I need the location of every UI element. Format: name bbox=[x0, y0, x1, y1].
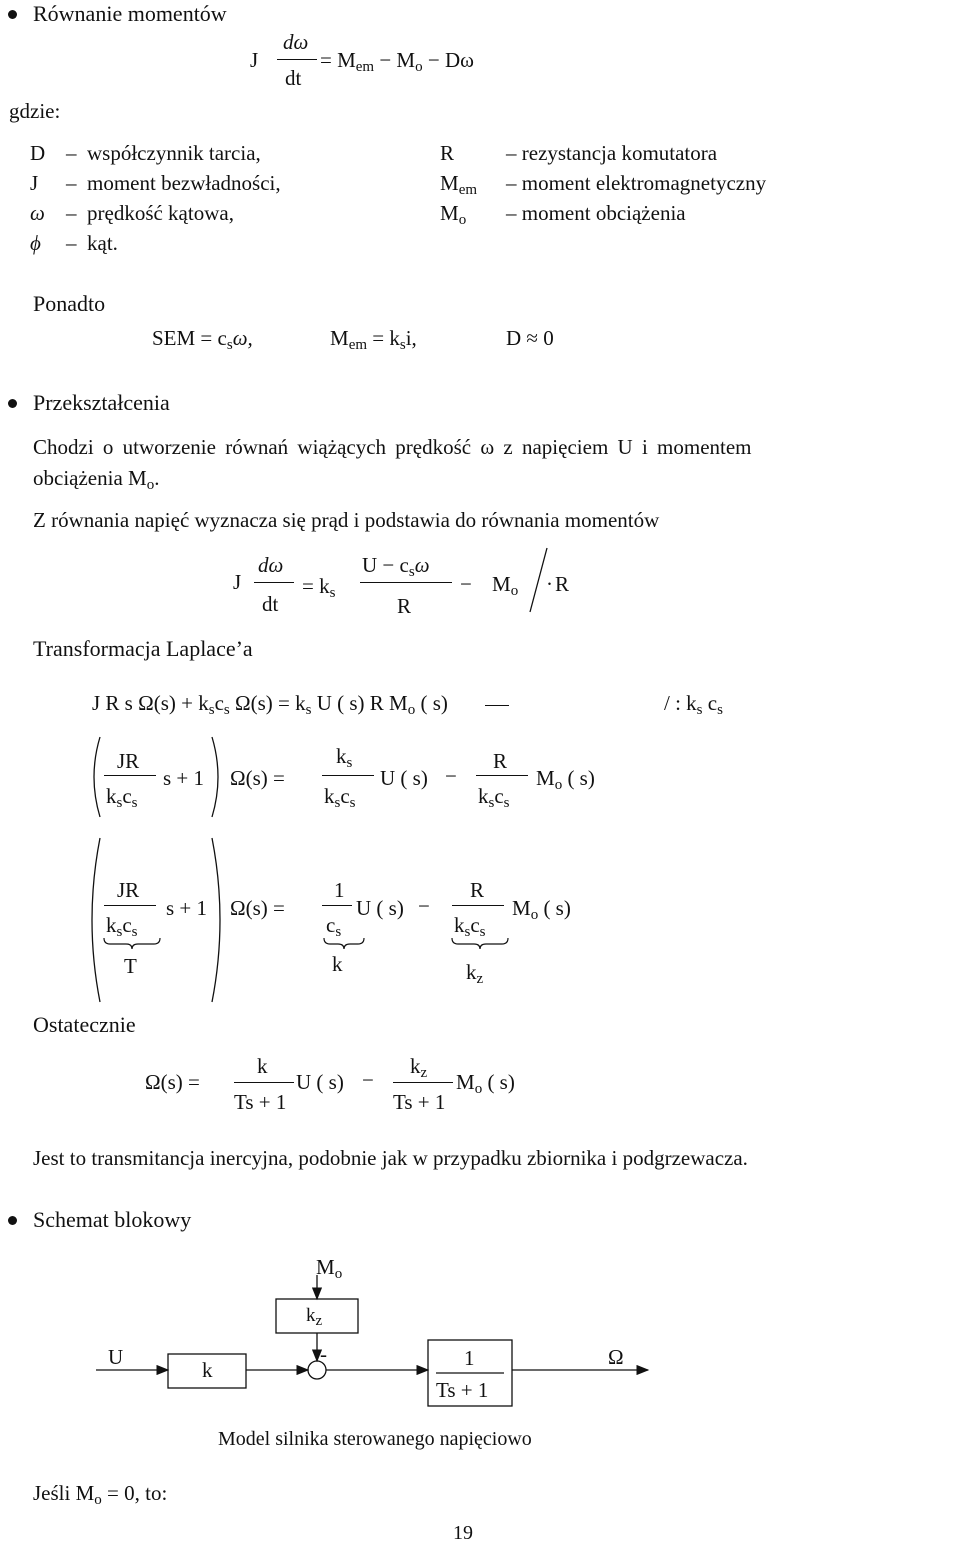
def-Mo-text: – moment obciążenia bbox=[506, 201, 686, 225]
laplace-label: Transformacja Laplace’a bbox=[33, 636, 253, 661]
eq1-J: J bbox=[250, 48, 259, 72]
ostatecznie-label: Ostatecznie bbox=[33, 1012, 136, 1037]
def-R: R bbox=[440, 141, 455, 165]
eq2-R-den: R bbox=[397, 594, 412, 618]
def-phi-text: – kąt. bbox=[66, 231, 118, 255]
paragraph-1-line1: Chodzi o utworzenie równań wiążących prędkość ω z napięciem U i momentem bbox=[33, 435, 752, 459]
eq5-cs: $c_s$ bbox=[326, 913, 342, 940]
diagram-tf-den: Ts + 1 bbox=[436, 1378, 489, 1402]
heading-schemat-blokowy: Schemat blokowy bbox=[33, 1207, 192, 1232]
eq4-Mos: $M_o$ ( s) bbox=[536, 766, 595, 793]
eq4-ks-num: $k_s$ bbox=[336, 744, 353, 771]
paragraph-1-line2: obciążenia $M_o$. bbox=[33, 466, 160, 493]
eq4-kscs: $k_sc_s$ bbox=[106, 784, 138, 811]
def-phi: ϕ bbox=[30, 231, 41, 255]
eq2-ks: = $k_s$ bbox=[302, 574, 336, 601]
eq4-kscs-3: $k_sc_s$ bbox=[478, 784, 510, 811]
eq1-rhs: = $M_{em} - M_o - D\omega$ bbox=[320, 48, 474, 75]
eq2-minus: − bbox=[460, 572, 472, 596]
eq2-dt: dt bbox=[262, 592, 279, 616]
diagram-tf-num: 1 bbox=[464, 1346, 475, 1370]
diagram-caption: Model silnika sterowanego napięciowo bbox=[218, 1428, 532, 1450]
eq6-den-1: Ts + 1 bbox=[234, 1090, 287, 1114]
eq4-plus1: s + 1 bbox=[163, 766, 205, 790]
eq6-k: k bbox=[257, 1054, 268, 1078]
def-omega: ω bbox=[30, 201, 45, 225]
eq6-Us: U ( s) bbox=[296, 1070, 344, 1094]
eq5-R: R bbox=[470, 878, 485, 902]
eq2-dw: dω bbox=[258, 553, 284, 577]
eq5-k: k bbox=[332, 952, 343, 976]
eq6-kz: $k_z$ bbox=[410, 1054, 428, 1081]
diagram-disturbance-Mo: $M_o$ bbox=[316, 1255, 343, 1282]
eq5-kscs: $k_sc_s$ bbox=[106, 913, 138, 940]
diagram-sign: - bbox=[320, 1342, 327, 1366]
eq6-Mos: $M_o$ ( s) bbox=[456, 1070, 515, 1097]
gdzie-label: gdzie: bbox=[9, 99, 61, 123]
def-D-text: – współczynnik tarcia, bbox=[66, 141, 261, 165]
eq-sem: SEM = $c_s\omega$, bbox=[152, 326, 253, 353]
eq2-J: J bbox=[233, 570, 242, 594]
def-J: J bbox=[30, 171, 39, 195]
def-R-text: – rezystancja komutatora bbox=[506, 141, 718, 165]
eq2-R: R bbox=[555, 572, 570, 596]
def-J-text: – moment bezwładności, bbox=[66, 171, 281, 195]
eq4-minus: − bbox=[445, 764, 457, 788]
eq6-den-2: Ts + 1 bbox=[393, 1090, 446, 1114]
heading-przeksztalcenia: Przekształcenia bbox=[33, 390, 170, 415]
eq2-Mo: $M_o$ bbox=[492, 572, 519, 599]
ponadto-label: Ponadto bbox=[33, 291, 106, 316]
eq6-lhs: Ω(s) = bbox=[145, 1070, 200, 1094]
eq2-numerator: $U - c_s\omega$ bbox=[362, 553, 430, 580]
eq5-Mos: $M_o$ ( s) bbox=[512, 896, 571, 923]
conclusion-text: Jest to transmitancja inercyjna, podobnie jak w przypadku zbiornika i podgrzewacza. bbox=[33, 1146, 748, 1170]
eq4-Us: U ( s) bbox=[380, 766, 428, 790]
page-number: 19 bbox=[453, 1522, 473, 1544]
def-D: D bbox=[30, 141, 46, 165]
def-Mem: $M_{em}$ bbox=[440, 171, 478, 198]
def-omega-text: – prędkość kątowa, bbox=[66, 201, 234, 225]
eq4-JR: JR bbox=[117, 749, 140, 773]
eq4-omega: Ω(s) = bbox=[230, 766, 285, 790]
diagram-gain-k: k bbox=[202, 1358, 213, 1382]
eq-D-approx: D ≈ 0 bbox=[506, 326, 554, 350]
eq5-minus: − bbox=[418, 894, 430, 918]
eq5-plus1: s + 1 bbox=[166, 896, 208, 920]
eq1-dt: dt bbox=[285, 66, 302, 90]
def-Mo: $M_o$ bbox=[440, 201, 467, 228]
eq5-kscs-2: $k_sc_s$ bbox=[454, 913, 486, 940]
def-Mem-text: – moment elektromagnetyczny bbox=[506, 171, 767, 195]
diagram-dist-gain-kz: $k_z$ bbox=[306, 1305, 323, 1329]
eq5-kz: $k_z$ bbox=[466, 960, 484, 987]
eq2-dot: · bbox=[546, 572, 553, 596]
diagram-input-U: U bbox=[108, 1345, 124, 1369]
eq-mem: $M_{em} = k_si$, bbox=[330, 326, 417, 353]
paragraph-2: Z równania napięć wyznacza się prąd i podstawia do równania momentów bbox=[33, 508, 660, 532]
eq5-Us: U ( s) bbox=[356, 896, 404, 920]
eq4-kscs-2: $k_sc_s$ bbox=[324, 784, 356, 811]
eq6-minus: − bbox=[362, 1068, 374, 1092]
jesli-line: Jeśli $M_o = 0$, to: bbox=[33, 1481, 168, 1508]
eq4-R: R bbox=[493, 749, 508, 773]
eq5-one: 1 bbox=[334, 878, 345, 902]
eq5-JR: JR bbox=[117, 878, 140, 902]
eq3: J R s $\Omega(s) + k_sc_s$ $\Omega(s) = k_s$ U ( s) R $M_o$ ( s) bbox=[92, 691, 448, 718]
diagram-output-omega: Ω bbox=[608, 1345, 624, 1369]
eq5-omega: Ω(s) = bbox=[230, 896, 285, 920]
eq3-div: / : $k_s$ $c_s$ bbox=[664, 691, 723, 718]
eq5-T: T bbox=[124, 954, 137, 978]
heading-rownanie-momentow: Równanie momentów bbox=[33, 1, 227, 26]
eq1-dw: dω bbox=[283, 30, 309, 54]
